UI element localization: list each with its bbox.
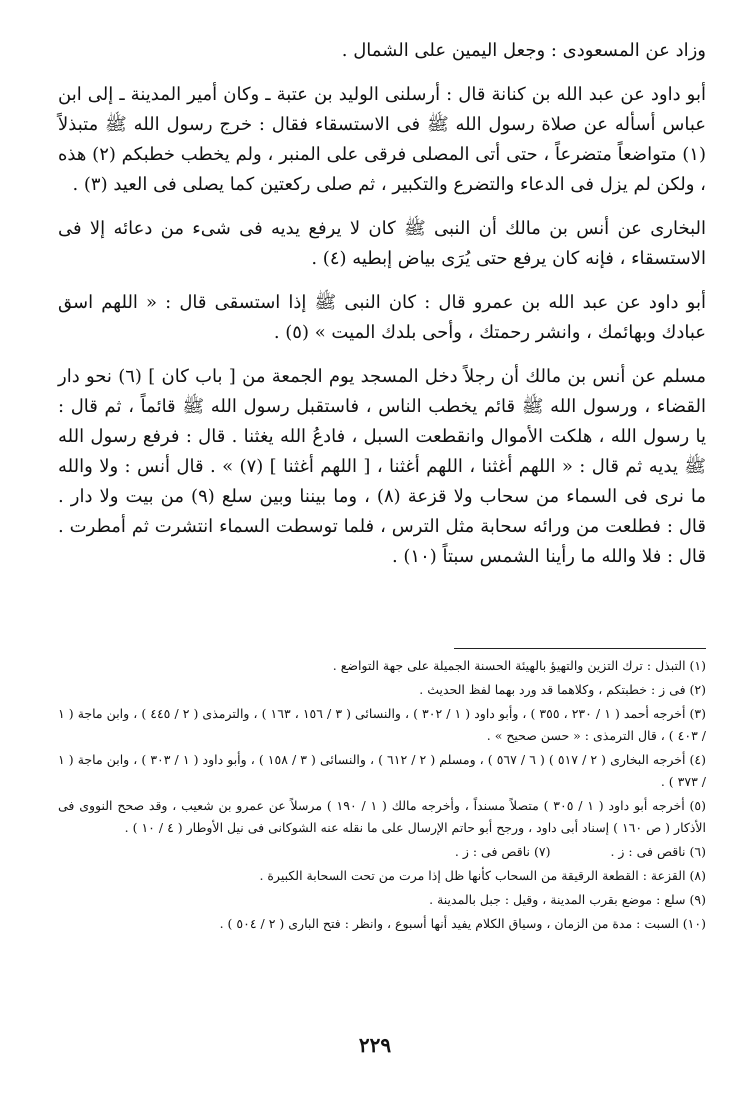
footnote-1: (١) التبذل : ترك التزين والتهيؤ بالهيئة الحسنة الجميلة على جهة التواضع . xyxy=(332,658,706,673)
paragraph-bukhari-anas: البخارى عن أنس بن مالك أن النبى ﷺ كان لا يرفع يديه فى شىء من دعائه إلا فى الاستسقاء ، فإنه كان يرفع حتى يُرَى بياض إبطيه (٤) . xyxy=(58,218,706,269)
main-text xyxy=(58,36,706,586)
footnote-3: (٣) أخرجه أحمد ( ١ / ٢٣٠ ، ٣٥٥ ) ، وأبو داود ( ١ / ٣٠٢ ) ، والنسائى ( ٣ / ١٥٦ ، ١٦٣ ) ، والترمذى ( ٢ / ٤٤٥ ) ، وابن ماجة ( ١ / ٤٠٣ ) ، قال الترمذى : « حسن صحيح » . xyxy=(58,706,707,743)
footnote-5: (٥) أخرجه أبو داود ( ١ / ٣٠٥ ) متصلاً مسنداً ، وأخرجه مالك ( ١ / ١٩٠ ) مرسلاً عن عمرو بن شعيب ، وقد صحح النووى فى الأذكار ( ص ١٦٠ ) إسناد أبى داود ، ورجح أبو حاتم الإرسال على ما نقله عنه الشوكانى فى نيل الأوطار ( ٤ / ١٠ ) . xyxy=(58,798,706,835)
footnote-4: (٤) أخرجه البخارى ( ٢ / ٥١٧ ) ( ٦ / ٥٦٧ ) ، ومسلم ( ٢ / ٦١٢ ) ، والنسائى ( ٣ / ١٥٨ ) ، وأبو داود ( ١ / ٣٠٣ ) ، وابن ماجة ( ١ / ٣٧٣ ) . xyxy=(58,752,706,789)
footnote-divider xyxy=(454,648,706,649)
footnotes xyxy=(58,655,706,937)
footnote-row-6-7 xyxy=(58,841,706,863)
footnote-2: (٢) فى ز : خطبتكم ، وكلاهما قد ورد بهما لفظ الحديث . xyxy=(419,682,706,697)
page-number: ٢٢٩ xyxy=(358,1033,392,1057)
paragraph-masudi-addition: وزاد عن المسعودى : وجعل اليمين على الشمال . xyxy=(341,40,706,61)
paragraph-abu-dawud-ibn-amr: أبو داود عن عبد الله بن عمرو قال : كان النبى ﷺ إذا استسقى قال : « اللهم اسق عبادك وبهائمك ، وانشر رحمتك ، وأحى بلدك الميت » (٥) . xyxy=(58,292,706,343)
paragraph-abu-dawud-ibn-kinana: أبو داود عن عبد الله بن كنانة قال : أرسلنى الوليد بن عتبة ـ وكان أمير المدينة ـ إلى ابن عباس أسأله عن صلاة رسول الله ﷺ فى الاستسقاء فقال : خرج رسول الله ﷺ متبذلاً (١) متواضعاً متضرعاً ، حتى أتى المصلى فرقى على المنبر ، ولم يخطب خطبكم (٢) هذه ، ولكن لم يزل فى الدعاء والتضرع والتكبير ، ثم صلى ركعتين كما يصلى فى العيد (٣) . xyxy=(58,84,706,195)
footnote-9: (٩) سلع : موضع بقرب المدينة ، وقيل : جبل بالمدينة . xyxy=(429,892,706,907)
footnote-8: (٨) القزعة : القطعة الرقيقة من السحاب كأنها ظل إذا مرت من تحت السحابة الكبيرة . xyxy=(259,868,706,883)
footnote-10: (١٠) السبت : مدة من الزمان ، وسياق الكلام يفيد أنها أسبوع ، وانظر : فتح البارى ( ٢ / ٥٠٤ ) . xyxy=(219,916,706,931)
footnote-6: (٦) ناقص فى : ز . xyxy=(610,844,706,859)
paragraph-muslim-anas: مسلم عن أنس بن مالك أن رجلاً دخل المسجد يوم الجمعة من [ باب كان ] (٦) نحو دار القضاء ، ورسول الله ﷺ قائم يخطب الناس ، فاستقبل رسول الله ﷺ قائماً ، ثم قال : يا رسول الله ، هلكت الأموال وانقطعت السبل ، فادعُ الله يغثنا . قال : فرفع رسول الله ﷺ يديه ثم قال : « اللهم أغثنا ، اللهم أغثنا ، [ اللهم أغثنا ] (٧) » . قال أنس : ولا والله ما نرى فى السماء من سحاب ولا قزعة (٨) ، وما بيننا وبين سلع (٩) من بيت ولا دار . قال : فطلعت من ورائه سحابة مثل الترس ، فلما توسطت السماء انتشرت ثم أمطرت . قال : فلا والله ما رأينا الشمس سبتاً (١٠) . xyxy=(58,366,707,567)
footnote-7: (٧) ناقص فى : ز . xyxy=(454,844,551,859)
